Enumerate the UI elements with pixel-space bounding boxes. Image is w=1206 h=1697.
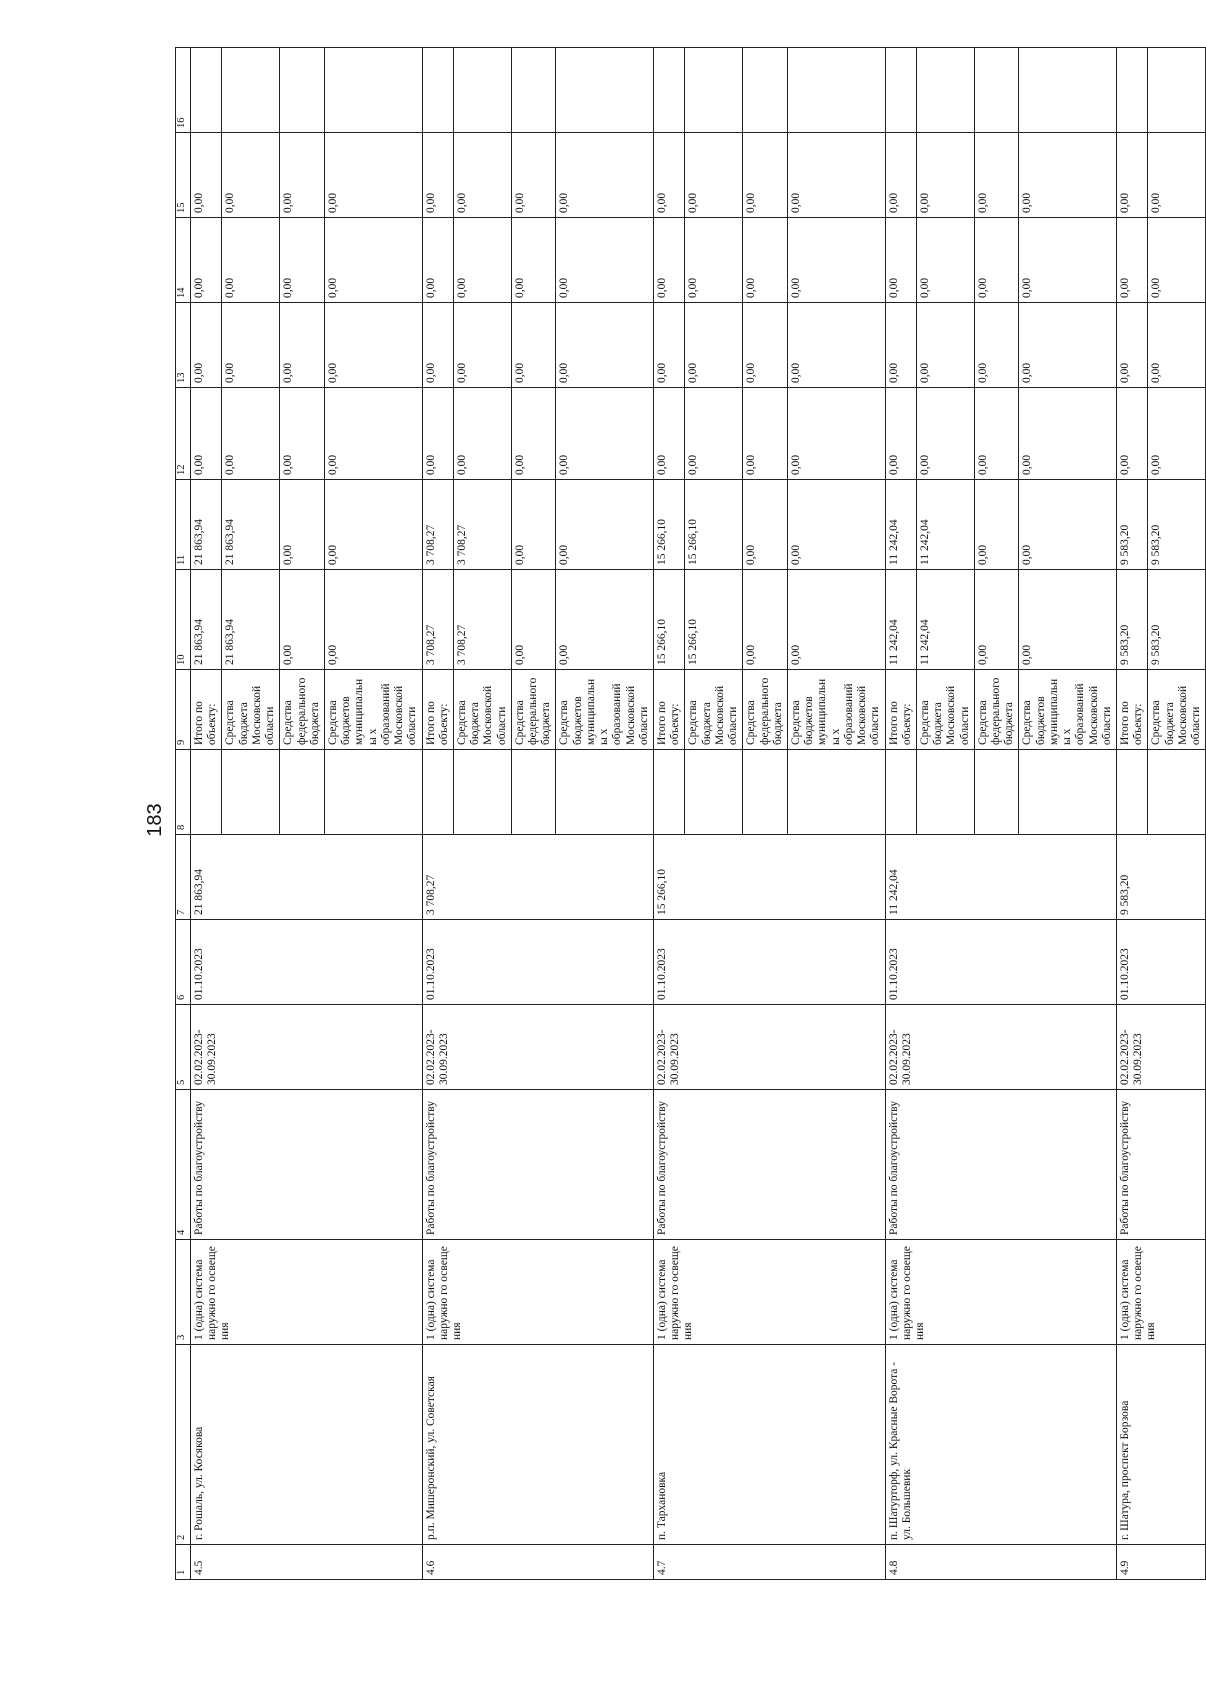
empty-cell: [511, 48, 556, 133]
amount-cell: 0,00: [787, 388, 885, 480]
amount-cell: 0,00: [1148, 133, 1206, 218]
amount-cell: 0,00: [556, 218, 654, 303]
amount-cell: 21 863,94: [191, 480, 222, 570]
funding-source: Итого по объекту:: [654, 670, 685, 750]
empty-cell: [1019, 750, 1117, 835]
amount-cell: 0,00: [453, 218, 511, 303]
column-number: 12: [176, 388, 191, 480]
amount-cell: 0,00: [280, 218, 325, 303]
amount-cell: 0,00: [1117, 133, 1148, 218]
amount-cell: 0,00: [685, 303, 743, 388]
object-quantity: 1 (одна) система наружно го освеще ния: [654, 1240, 886, 1345]
empty-cell: [885, 750, 916, 835]
funding-source: Средства бюджетов муниципальны х образований Московской области: [1019, 670, 1117, 750]
amount-cell: 0,00: [1019, 570, 1117, 670]
amount-cell: 0,00: [743, 570, 788, 670]
amount-cell: 0,00: [974, 570, 1019, 670]
object-total-row: [191, 48, 222, 1580]
amount-cell: 9 583,20: [1148, 480, 1206, 570]
page-number: 183: [144, 803, 166, 837]
empty-cell: [885, 48, 916, 133]
empty-cell: [191, 48, 222, 133]
amount-cell: 3 708,27: [422, 480, 453, 570]
completion-date: 01.10.2023: [654, 920, 886, 1005]
amount-cell: 0,00: [685, 218, 743, 303]
amount-cell: 21 863,94: [222, 570, 280, 670]
amount-cell: 0,00: [191, 218, 222, 303]
funding-source: Средства федерального бюджета: [743, 670, 788, 750]
empty-cell: [1148, 750, 1206, 835]
completion-date: 01.10.2023: [191, 920, 423, 1005]
object-total-row: [1117, 48, 1148, 1580]
amount-cell: 0,00: [324, 570, 422, 670]
amount-cell: 0,00: [324, 303, 422, 388]
empty-cell: [654, 750, 685, 835]
funding-source: Средства федерального бюджета: [280, 670, 325, 750]
work-period: 02.02.2023-30.09.2023: [885, 1005, 1117, 1090]
amount-cell: 0,00: [453, 133, 511, 218]
completion-date: 01.10.2023: [422, 920, 654, 1005]
amount-cell: 0,00: [1148, 388, 1206, 480]
work-period: 02.02.2023-30.09.2023: [654, 1005, 886, 1090]
amount-cell: 0,00: [654, 133, 685, 218]
funding-source: Средства бюджета Московской области: [222, 670, 280, 750]
row-number: 4.7: [654, 1545, 886, 1580]
completion-date: 01.10.2023: [885, 920, 1117, 1005]
amount-cell: 0,00: [885, 303, 916, 388]
amount-cell: 21 863,94: [191, 570, 222, 670]
amount-cell: 0,00: [422, 388, 453, 480]
amount-cell: 0,00: [280, 133, 325, 218]
amount-cell: 15 266,10: [654, 570, 685, 670]
amount-cell: 15 266,10: [685, 480, 743, 570]
object-location: г. Шатура, проспект Борзова: [1117, 1345, 1206, 1545]
work-type: Работы по благоустройству: [885, 1090, 1117, 1240]
amount-cell: 11 242,04: [885, 480, 916, 570]
amount-cell: 0,00: [685, 388, 743, 480]
column-number-row: [176, 48, 191, 1580]
empty-cell: [916, 750, 974, 835]
amount-cell: 3 708,27: [453, 570, 511, 670]
funding-source: Средства бюджета Московской области: [453, 670, 511, 750]
object-location: п. Тархановка: [654, 1345, 886, 1545]
amount-cell: 0,00: [743, 218, 788, 303]
total-amount: 21 863,94: [191, 835, 423, 920]
amount-cell: 0,00: [511, 388, 556, 480]
amount-cell: 0,00: [1019, 303, 1117, 388]
amount-cell: 9 583,20: [1117, 480, 1148, 570]
empty-cell: [324, 48, 422, 133]
empty-cell: [1117, 750, 1148, 835]
funding-source: Средства федерального бюджета: [511, 670, 556, 750]
object-location: г. Рошаль, ул. Косякова: [191, 1345, 423, 1545]
object-total-row: [422, 48, 453, 1580]
work-type: Работы по благоустройству: [1117, 1090, 1206, 1240]
amount-cell: 0,00: [974, 133, 1019, 218]
column-number: 7: [176, 835, 191, 920]
funding-source: Итого по объекту:: [1117, 670, 1148, 750]
amount-cell: 0,00: [222, 388, 280, 480]
column-number: 2: [176, 1345, 191, 1545]
amount-cell: 0,00: [422, 303, 453, 388]
amount-cell: 0,00: [511, 303, 556, 388]
amount-cell: 0,00: [324, 133, 422, 218]
amount-cell: 0,00: [1148, 218, 1206, 303]
amount-cell: 0,00: [1019, 480, 1117, 570]
column-number: 8: [176, 750, 191, 835]
total-amount: 3 708,27: [422, 835, 654, 920]
object-location: р.п. Мишеронский, ул. Советская: [422, 1345, 654, 1545]
work-period: 02.02.2023-30.09.2023: [1117, 1005, 1206, 1090]
amount-cell: 3 708,27: [422, 570, 453, 670]
total-amount: 11 242,04: [885, 835, 1117, 920]
funding-source: Средства бюджетов муниципальны х образований Московской области: [787, 670, 885, 750]
amount-cell: 0,00: [511, 480, 556, 570]
empty-cell: [453, 48, 511, 133]
column-number: 13: [176, 303, 191, 388]
amount-cell: 0,00: [787, 218, 885, 303]
empty-cell: [422, 750, 453, 835]
funding-source: Средства бюджета Московской области: [685, 670, 743, 750]
amount-cell: 0,00: [885, 133, 916, 218]
amount-cell: 9 583,20: [1148, 570, 1206, 670]
empty-cell: [1019, 48, 1117, 133]
amount-cell: 0,00: [556, 303, 654, 388]
row-number: 4.8: [885, 1545, 1117, 1580]
amount-cell: 0,00: [324, 388, 422, 480]
total-amount: 15 266,10: [654, 835, 886, 920]
column-number: 14: [176, 218, 191, 303]
empty-cell: [1117, 48, 1148, 133]
empty-cell: [556, 750, 654, 835]
funding-table: [175, 47, 1206, 1580]
amount-cell: 0,00: [654, 303, 685, 388]
amount-cell: 0,00: [280, 480, 325, 570]
amount-cell: 21 863,94: [222, 480, 280, 570]
row-number: 4.6: [422, 1545, 654, 1580]
amount-cell: 0,00: [453, 303, 511, 388]
amount-cell: 0,00: [191, 133, 222, 218]
column-number: 1: [176, 1545, 191, 1580]
amount-cell: 0,00: [885, 388, 916, 480]
funding-source: Средства федерального бюджета: [974, 670, 1019, 750]
funding-source: Средства бюджета Московской области: [916, 670, 974, 750]
funding-source: Средства бюджетов муниципальны х образований Московской области: [324, 670, 422, 750]
empty-cell: [422, 48, 453, 133]
amount-cell: 0,00: [280, 388, 325, 480]
column-number: 6: [176, 920, 191, 1005]
row-number: 4.5: [191, 1545, 423, 1580]
empty-cell: [743, 48, 788, 133]
amount-cell: 0,00: [916, 218, 974, 303]
amount-cell: 0,00: [556, 388, 654, 480]
column-number: 4: [176, 1090, 191, 1240]
amount-cell: 0,00: [654, 388, 685, 480]
amount-cell: 0,00: [787, 480, 885, 570]
amount-cell: 11 242,04: [885, 570, 916, 670]
amount-cell: 0,00: [743, 303, 788, 388]
table-body: [191, 48, 1206, 1580]
amount-cell: 0,00: [916, 388, 974, 480]
column-number: 9: [176, 670, 191, 750]
empty-cell: [974, 48, 1019, 133]
column-number: 15: [176, 133, 191, 218]
completion-date: 01.10.2023: [1117, 920, 1206, 1005]
empty-cell: [453, 750, 511, 835]
amount-cell: 0,00: [743, 388, 788, 480]
amount-cell: 0,00: [324, 480, 422, 570]
empty-cell: [280, 48, 325, 133]
empty-cell: [685, 48, 743, 133]
amount-cell: 0,00: [191, 388, 222, 480]
empty-cell: [916, 48, 974, 133]
funding-source: Средства бюджета Московской области: [1148, 670, 1206, 750]
amount-cell: 0,00: [916, 133, 974, 218]
amount-cell: 0,00: [1117, 388, 1148, 480]
amount-cell: 0,00: [511, 570, 556, 670]
amount-cell: 0,00: [974, 480, 1019, 570]
amount-cell: 0,00: [916, 303, 974, 388]
amount-cell: 0,00: [743, 133, 788, 218]
amount-cell: 0,00: [222, 218, 280, 303]
object-total-row: [885, 48, 916, 1580]
empty-cell: [222, 48, 280, 133]
amount-cell: 0,00: [885, 218, 916, 303]
empty-cell: [685, 750, 743, 835]
amount-cell: 0,00: [974, 303, 1019, 388]
object-total-row: [654, 48, 685, 1580]
amount-cell: 0,00: [422, 218, 453, 303]
amount-cell: 0,00: [280, 570, 325, 670]
amount-cell: 0,00: [556, 133, 654, 218]
funding-source: Итого по объекту:: [422, 670, 453, 750]
amount-cell: 0,00: [324, 218, 422, 303]
work-type: Работы по благоустройству: [422, 1090, 654, 1240]
amount-cell: 0,00: [1019, 218, 1117, 303]
amount-cell: 0,00: [280, 303, 325, 388]
amount-cell: 15 266,10: [654, 480, 685, 570]
amount-cell: 0,00: [511, 218, 556, 303]
empty-cell: [654, 48, 685, 133]
empty-cell: [974, 750, 1019, 835]
amount-cell: 15 266,10: [685, 570, 743, 670]
total-amount: 9 583,20: [1117, 835, 1206, 920]
amount-cell: 11 242,04: [916, 570, 974, 670]
amount-cell: 0,00: [1019, 388, 1117, 480]
amount-cell: 0,00: [511, 133, 556, 218]
amount-cell: 0,00: [191, 303, 222, 388]
amount-cell: 0,00: [1148, 303, 1206, 388]
amount-cell: 0,00: [654, 218, 685, 303]
work-period: 02.02.2023-30.09.2023: [422, 1005, 654, 1090]
amount-cell: 0,00: [556, 480, 654, 570]
amount-cell: 0,00: [556, 570, 654, 670]
object-quantity: 1 (одна) система наружно го освеще ния: [1117, 1240, 1206, 1345]
amount-cell: 0,00: [787, 133, 885, 218]
empty-cell: [787, 48, 885, 133]
empty-cell: [787, 750, 885, 835]
amount-cell: 0,00: [974, 388, 1019, 480]
work-type: Работы по благоустройству: [191, 1090, 423, 1240]
column-number: 5: [176, 1005, 191, 1090]
empty-cell: [222, 750, 280, 835]
empty-cell: [1148, 48, 1206, 133]
work-period: 02.02.2023-30.09.2023: [191, 1005, 423, 1090]
amount-cell: 0,00: [787, 303, 885, 388]
amount-cell: 0,00: [1019, 133, 1117, 218]
funding-source: Итого по объекту:: [885, 670, 916, 750]
funding-source: Средства бюджетов муниципальны х образований Московской области: [556, 670, 654, 750]
amount-cell: 0,00: [974, 218, 1019, 303]
column-number: 16: [176, 48, 191, 133]
empty-cell: [556, 48, 654, 133]
amount-cell: 0,00: [222, 133, 280, 218]
amount-cell: 11 242,04: [916, 480, 974, 570]
empty-cell: [191, 750, 222, 835]
amount-cell: 0,00: [1117, 303, 1148, 388]
amount-cell: 0,00: [1117, 218, 1148, 303]
empty-cell: [324, 750, 422, 835]
amount-cell: 0,00: [222, 303, 280, 388]
object-quantity: 1 (одна) система наружно го освеще ния: [422, 1240, 654, 1345]
empty-cell: [280, 750, 325, 835]
object-quantity: 1 (одна) система наружно го освеще ния: [191, 1240, 423, 1345]
object-quantity: 1 (одна) система наружно го освеще ния: [885, 1240, 1117, 1345]
amount-cell: 0,00: [685, 133, 743, 218]
empty-cell: [511, 750, 556, 835]
column-number: 3: [176, 1240, 191, 1345]
empty-cell: [743, 750, 788, 835]
object-location: п. Шатурторф, ул. Красные Ворота - ул. Большевик: [885, 1345, 1117, 1545]
amount-cell: 0,00: [422, 133, 453, 218]
amount-cell: 0,00: [743, 480, 788, 570]
funding-source: Итого по объекту:: [191, 670, 222, 750]
work-type: Работы по благоустройству: [654, 1090, 886, 1240]
column-number: 11: [176, 480, 191, 570]
row-number: 4.9: [1117, 1545, 1206, 1580]
amount-cell: 3 708,27: [453, 480, 511, 570]
amount-cell: 9 583,20: [1117, 570, 1148, 670]
amount-cell: 0,00: [787, 570, 885, 670]
amount-cell: 0,00: [453, 388, 511, 480]
column-number: 10: [176, 570, 191, 670]
